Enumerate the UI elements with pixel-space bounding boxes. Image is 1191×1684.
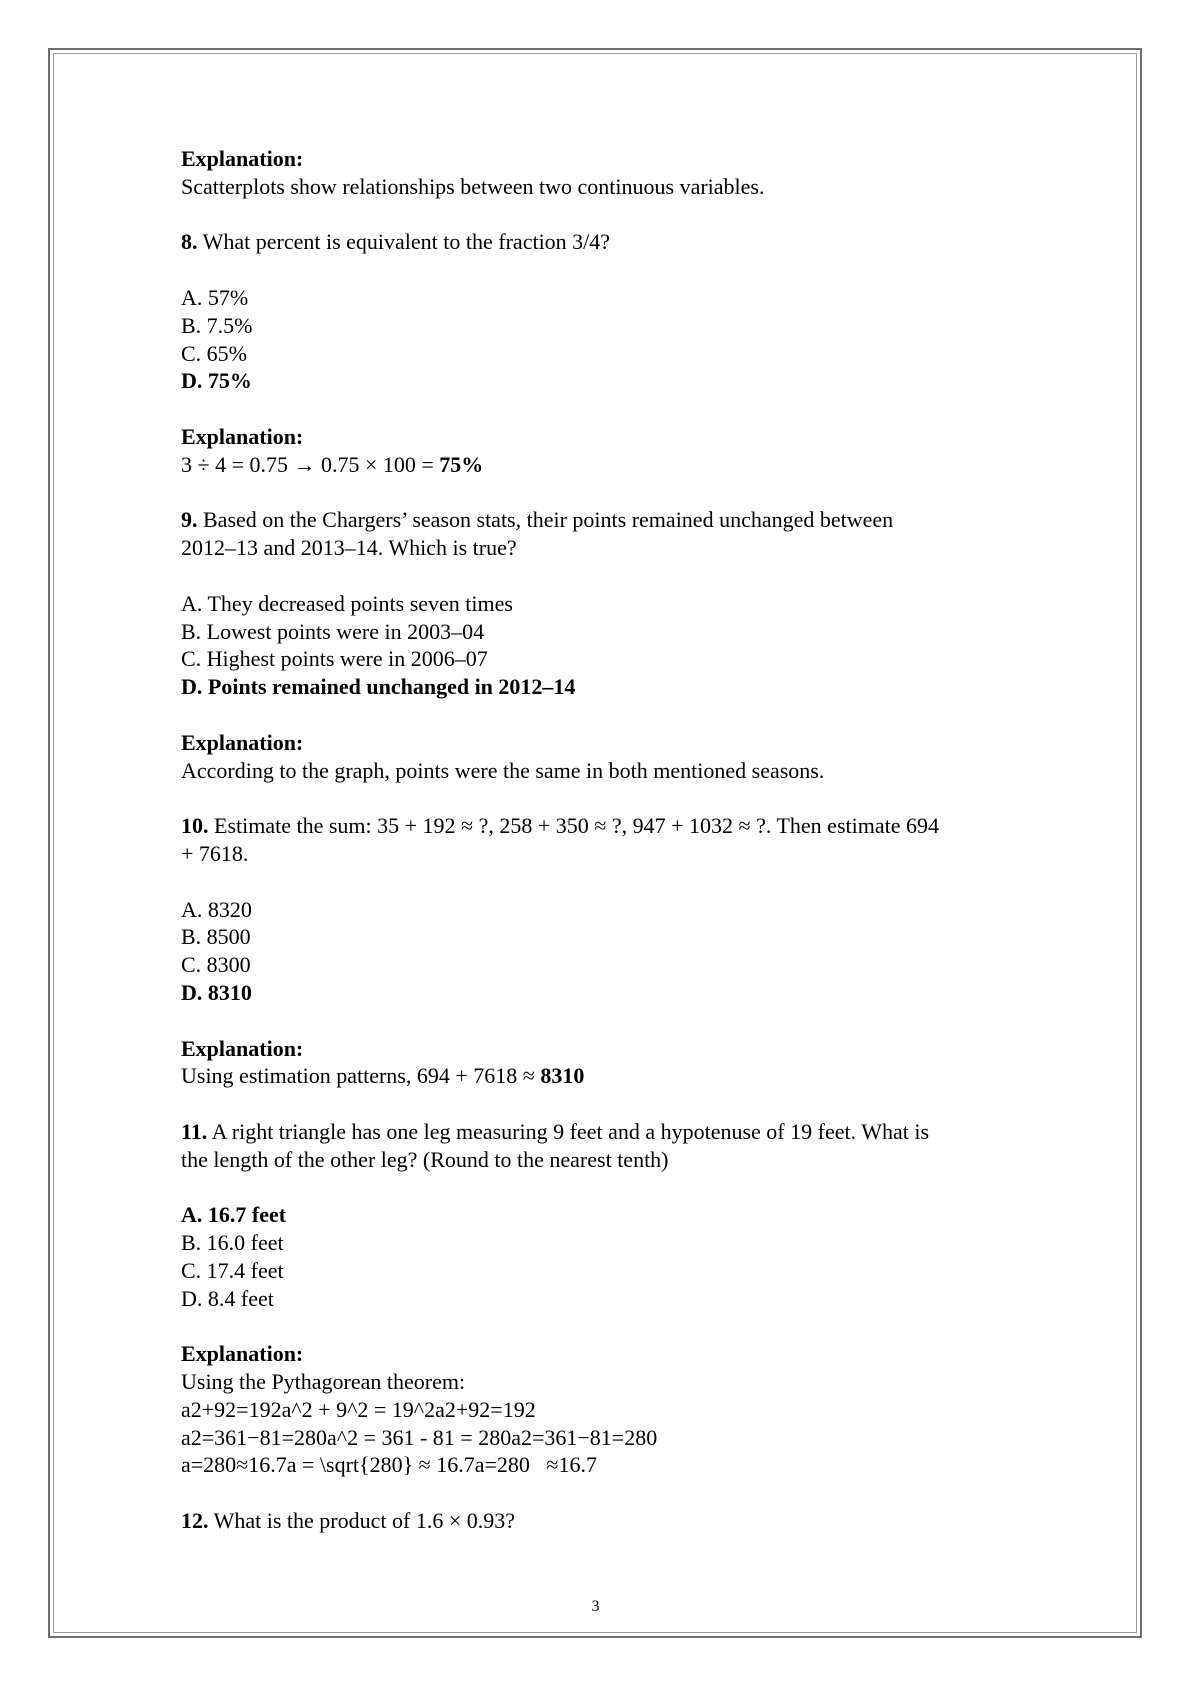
question-text: Estimate the sum: 35 + 192 ≈ ?, 258 + 350 ≈ ?, 947 + 1032 ≈ ?. Then estimate 694 (208, 813, 939, 839)
option-d-correct: D. Points remained unchanged in 2012–14 (181, 674, 576, 700)
option-b: B. Lowest points were in 2003–04 (181, 618, 485, 644)
question-text-continued: the length of the other leg? (Round to the nearest tenth) (181, 1146, 669, 1172)
question-10 (181, 812, 1041, 840)
explanation-text: 3 ÷ 4 = 0.75 → 0.75 × 100 = 75% (181, 451, 484, 477)
question-text: What is the product of 1.6 × 0.93? (208, 1508, 515, 1534)
explanation-text: Scatterplots show relationships between two continuous variables. (181, 173, 765, 199)
question-8 (181, 228, 1041, 256)
explanation-equation: a2+92=192a^2 + 9^2 = 19^2a2+92=192 (181, 1396, 536, 1422)
explanation-text: Using estimation patterns, 694 + 7618 ≈ 8310 (181, 1063, 585, 1089)
explanation-text: Using the Pythagorean theorem: (181, 1369, 466, 1395)
option-d-correct: D. 75% (181, 368, 252, 394)
question-number: 12. (181, 1508, 209, 1534)
option-a: A. 57% (181, 284, 249, 310)
option-b: B. 8500 (181, 924, 251, 950)
option-c: C. Highest points were in 2006–07 (181, 646, 488, 672)
page-number: 3 (591, 1598, 600, 1615)
question-11 (181, 1118, 1041, 1146)
question-text-continued: + 7618. (181, 840, 249, 866)
option-a: A. 8320 (181, 896, 252, 922)
question-text: What percent is equivalent to the fraction 3/4? (197, 229, 611, 255)
question-9 (181, 506, 1041, 534)
question-number: 11. (181, 1118, 208, 1144)
explanation-label: Explanation: (181, 423, 304, 449)
question-text: A right triangle has one leg measuring 9 feet and a hypotenuse of 19 feet. What is (207, 1118, 930, 1144)
explanation-equation: a2=361−81=280a^2 = 361 - 81 = 280a2=361−81=280 (181, 1424, 658, 1450)
option-a: A. They decreased points seven times (181, 590, 513, 616)
explanation-equation: a=280≈16.7a = \sqrt{280} ≈ 16.7a=280 ≈16.7 (181, 1452, 597, 1478)
option-c: C. 8300 (181, 952, 251, 978)
option-b: B. 7.5% (181, 312, 253, 338)
document-body (181, 145, 1041, 1535)
question-text: Based on the Chargers’ season stats, their points remained unchanged between (197, 507, 894, 533)
option-d-correct: D. 8310 (181, 979, 252, 1005)
question-12 (181, 1507, 1041, 1535)
explanation-text: According to the graph, points were the same in both mentioned seasons. (181, 757, 825, 783)
question-number: 9. (181, 507, 198, 533)
option-c: C. 65% (181, 340, 247, 366)
explanation-label: Explanation: (181, 729, 304, 755)
explanation-label: Explanation: (181, 1341, 304, 1367)
question-number: 10. (181, 813, 209, 839)
option-b: B. 16.0 feet (181, 1230, 284, 1256)
option-c: C. 17.4 feet (181, 1257, 284, 1283)
option-d: D. 8.4 feet (181, 1285, 274, 1311)
explanation-label: Explanation: (181, 146, 304, 171)
question-number: 8. (181, 229, 198, 255)
option-a-correct: A. 16.7 feet (181, 1202, 287, 1228)
explanation-label: Explanation: (181, 1035, 304, 1061)
question-text-continued: 2012–13 and 2013–14. Which is true? (181, 535, 517, 561)
